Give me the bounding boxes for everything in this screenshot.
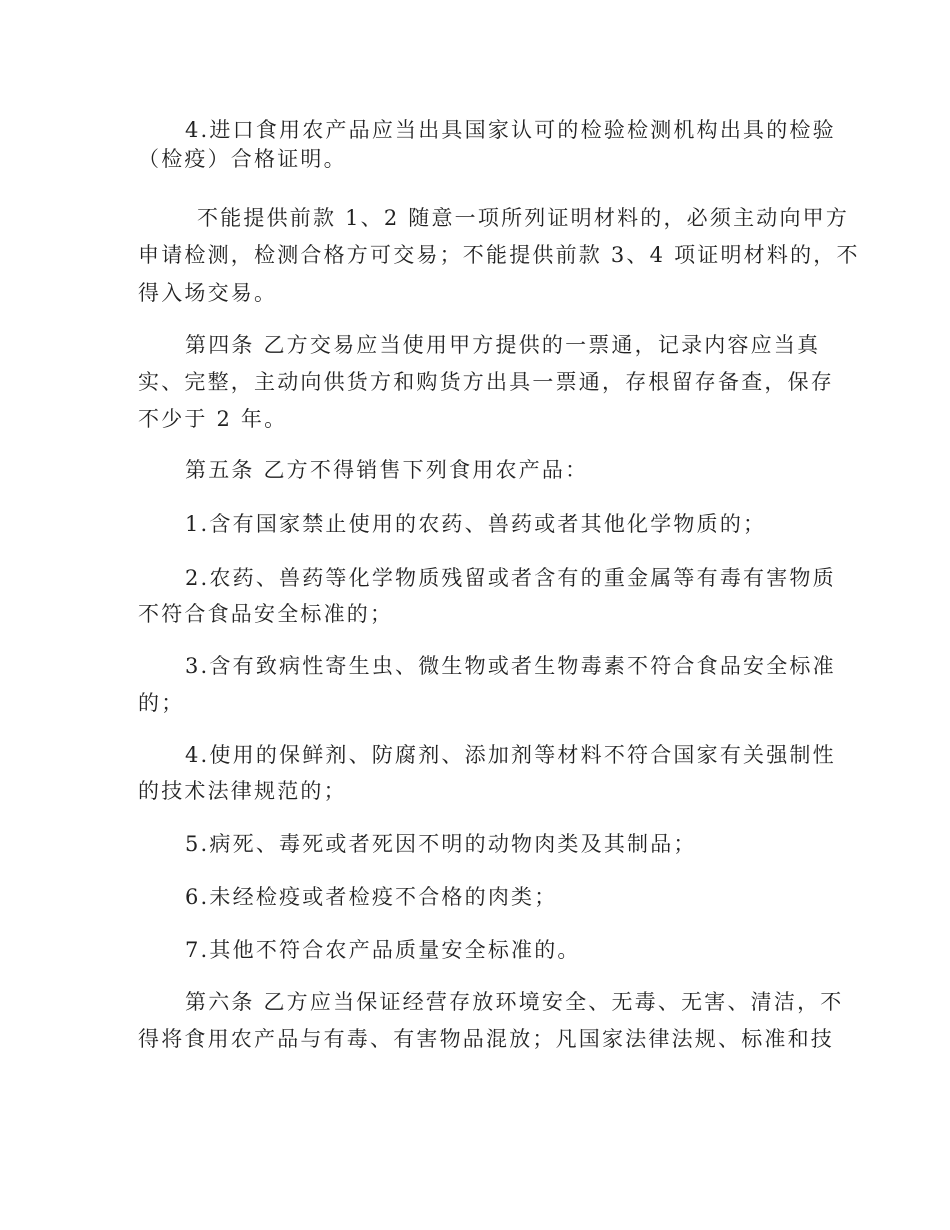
text-line: 5.病死、毒死或者死因不明的动物肉类及其制品； xyxy=(185,832,697,856)
text-line: 的技术法律规范的； xyxy=(138,779,347,803)
text-line: 申请检测，检测合格方可交易；不能提供前款 3、4 项证明材料的，不 xyxy=(138,243,860,267)
text-line: 得将食用农产品与有毒、有害物品混放；凡国家法律法规、标准和技 xyxy=(138,1027,834,1051)
text-line: 不符合食品安全标准的； xyxy=(138,602,394,626)
text-line: 7.其他不符合农产品质量安全标准的。 xyxy=(185,938,581,962)
text-line: 第六条 乙方应当保证经营存放环境安全、无毒、无害、清洁，不 xyxy=(185,990,844,1014)
text-line: 得入场交易。 xyxy=(138,281,278,305)
text-line: 4.进口食用农产品应当出具国家认可的检验检测机构出具的检验 xyxy=(185,118,836,142)
text-line: 不少于 2 年。 xyxy=(138,407,288,431)
text-line: 4.使用的保鲜剂、防腐剂、添加剂等材料不符合国家有关强制性 xyxy=(185,743,836,767)
text-line: （检疫）合格证明。 xyxy=(138,147,347,171)
text-line: 实、完整，主动向供货方和购货方出具一票通，存根留存备查，保存 xyxy=(138,370,834,394)
text-line: 2.农药、兽药等化学物质残留或者含有的重金属等有毒有害物质 xyxy=(185,566,836,590)
text-line: 第五条 乙方不得销售下列食用农产品： xyxy=(185,458,589,482)
text-line: 3.含有致病性寄生虫、微生物或者生物毒素不符合食品安全标准 xyxy=(185,654,836,678)
text-line: 1.含有国家禁止使用的农药、兽药或者其他化学物质的； xyxy=(185,512,767,536)
text-line: 第四条 乙方交易应当使用甲方提供的一票通，记录内容应当真 xyxy=(185,333,821,357)
text-line: 的； xyxy=(138,691,185,715)
text-line: 6.未经检疫或者检疫不合格的肉类； xyxy=(185,885,558,909)
text-line: 不能提供前款 1、2 随意一项所列证明材料的，必须主动向甲方 xyxy=(197,206,850,230)
